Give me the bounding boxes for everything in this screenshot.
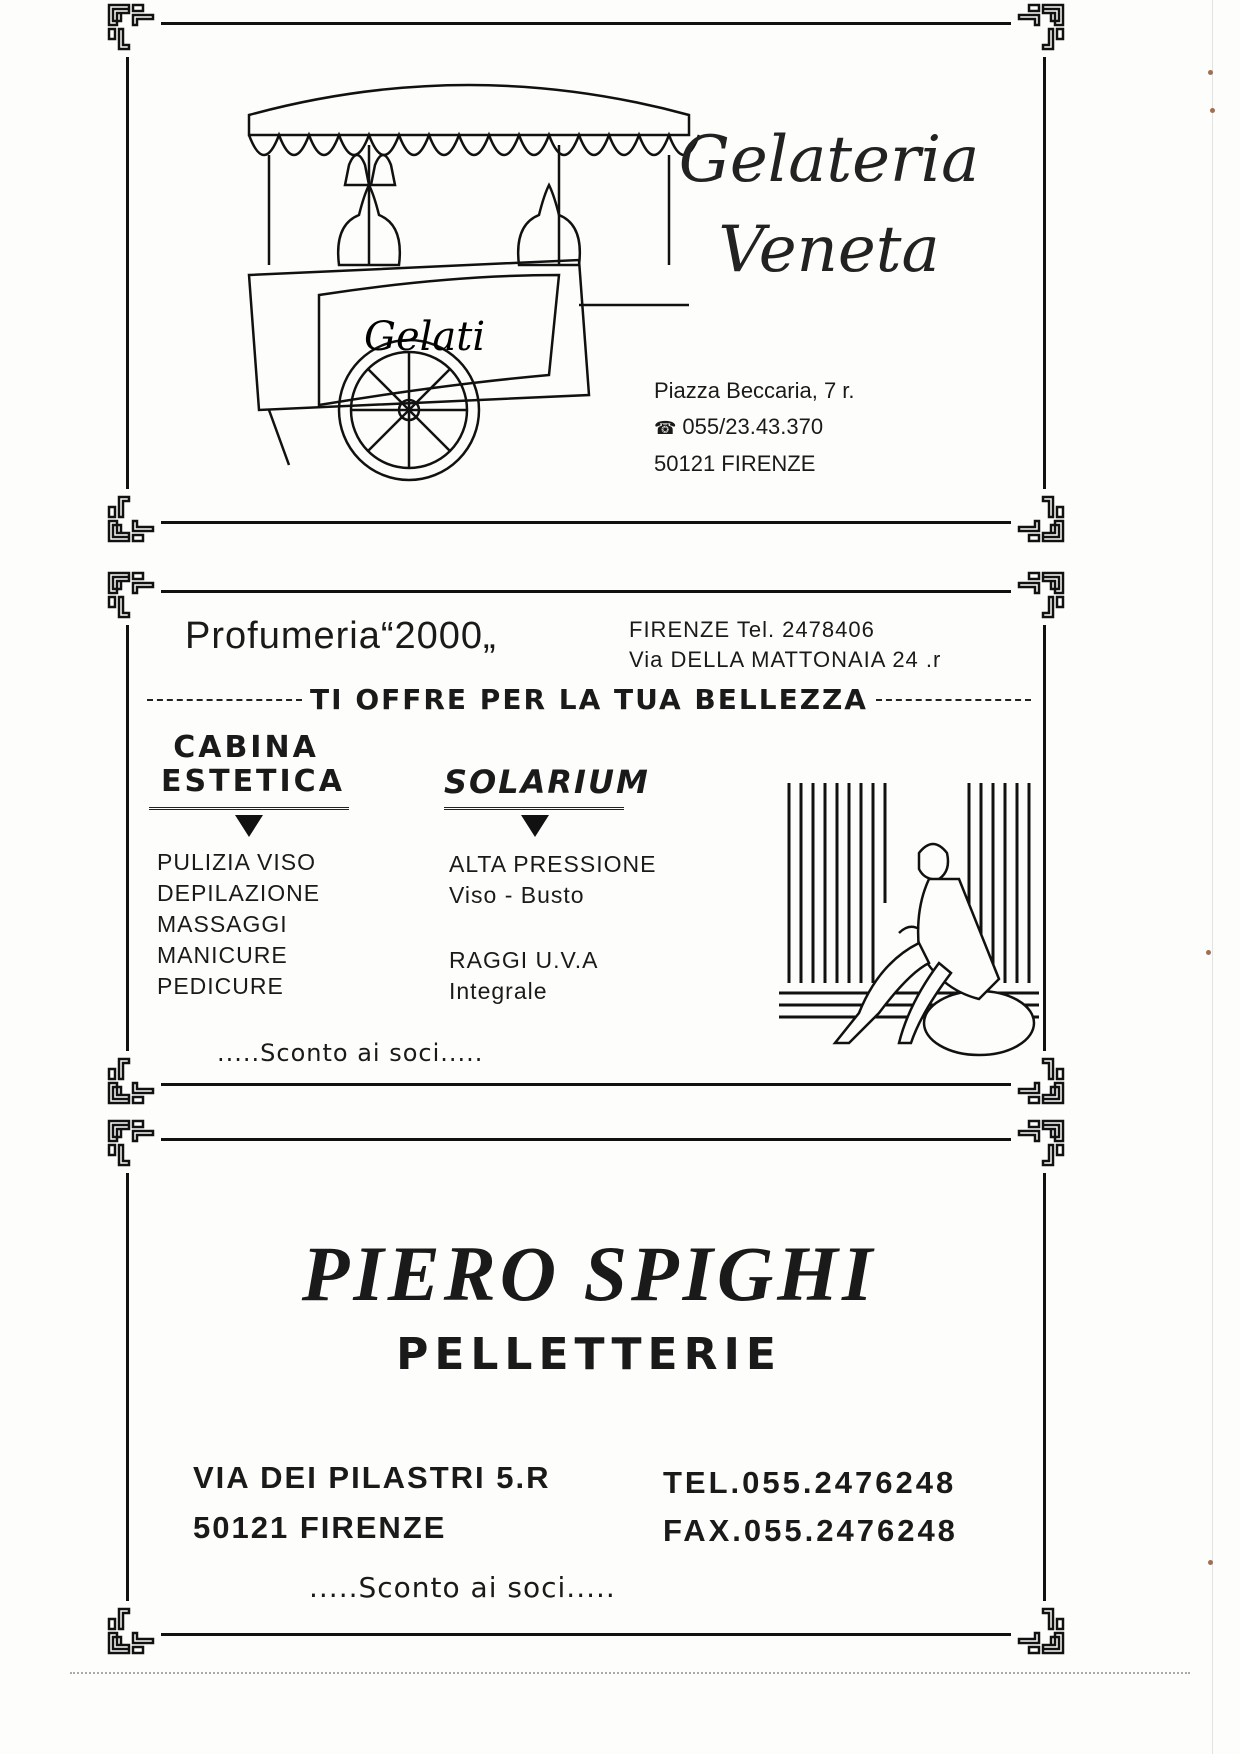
paper-speck — [1208, 1560, 1213, 1565]
paper-speck — [1206, 950, 1211, 955]
offer-banner — [139, 683, 1039, 716]
list-item: Viso - Busto — [449, 882, 585, 908]
business-name: PIERO SPIGHI — [301, 1230, 877, 1317]
corner-ornament-icon — [105, 489, 161, 545]
discount-note: .....Sconto ai soci..... — [217, 1039, 484, 1067]
gelateria-address-block — [654, 373, 855, 482]
street-address: VIA DEI PILASTRI 5.R — [193, 1460, 551, 1495]
list-item: PULIZIA VISO — [157, 849, 316, 875]
solarium-heading: SOLARIUM — [444, 763, 650, 801]
dashed-rule — [147, 699, 302, 701]
offer-text: TI OFFRE PER LA TUA BELLEZZA — [310, 683, 868, 716]
cabina-services-list — [157, 847, 320, 1002]
list-item: RAGGI U.V.A — [449, 947, 599, 973]
corner-ornament-icon — [1011, 1601, 1067, 1657]
street-address: Piazza Beccaria, 7 r. — [654, 378, 855, 403]
telephone-icon: ☎ — [654, 418, 677, 438]
corner-ornament-icon — [1011, 489, 1067, 545]
business-name-line1: Gelateria — [678, 123, 980, 197]
list-item: MASSAGGI — [157, 911, 288, 937]
list-item: Integrale — [449, 978, 548, 1004]
profumeria-ad — [126, 590, 1046, 1086]
corner-ornament-icon — [1011, 1, 1067, 57]
corner-ornament-icon — [105, 1, 161, 57]
business-name-line2: Veneta — [718, 213, 940, 287]
business-category: PELLETTERIE — [396, 1329, 782, 1380]
triangle-down-icon — [235, 815, 263, 837]
phone-number: 055/23.43.370 — [682, 414, 824, 439]
street-address: Via DELLA MATTONAIA 24 .r — [629, 647, 942, 672]
city: 50121 FIRENZE — [654, 451, 816, 476]
corner-ornament-icon — [105, 1051, 161, 1107]
contact-numbers — [663, 1459, 958, 1555]
double-rule — [444, 807, 624, 810]
city: 50121 FIRENZE — [193, 1510, 447, 1545]
list-item: PEDICURE — [157, 973, 284, 999]
gelateria-ad — [126, 22, 1046, 524]
woman-tanning-illustration — [779, 783, 1039, 1068]
list-item: DEPILAZIONE — [157, 880, 321, 906]
paper-speck — [1208, 70, 1213, 75]
page-bottom-edge — [70, 1672, 1190, 1674]
business-name: Profumeria“2000„ — [185, 615, 497, 657]
solarium-services-list — [449, 849, 656, 1007]
page-fold-line — [1212, 0, 1213, 1754]
business-name — [629, 115, 1029, 295]
cabina-heading-line1: CABINA — [173, 730, 319, 765]
spighi-ad — [126, 1138, 1046, 1636]
address-block — [193, 1453, 551, 1553]
corner-ornament-icon — [1011, 1117, 1067, 1173]
double-rule — [149, 807, 349, 810]
list-item: MANICURE — [157, 942, 288, 968]
corner-ornament-icon — [105, 569, 161, 625]
cabina-heading-line2: ESTETICA — [161, 764, 345, 799]
discount-note: .....Sconto ai soci..... — [309, 1571, 616, 1604]
corner-ornament-icon — [105, 1601, 161, 1657]
triangle-down-icon — [521, 815, 549, 837]
corner-ornament-icon — [105, 1117, 161, 1173]
telephone-number: TEL.055.2476248 — [663, 1465, 957, 1500]
cabina-heading — [161, 730, 345, 799]
contact-block — [629, 615, 941, 675]
dashed-rule — [876, 699, 1031, 701]
cart-sign: Gelati — [364, 314, 486, 360]
list-item: ALTA PRESSIONE — [449, 851, 657, 877]
fax-number: FAX.055.2476248 — [663, 1513, 958, 1548]
city-phone: FIRENZE Tel. 2478406 — [629, 617, 875, 642]
corner-ornament-icon — [1011, 569, 1067, 625]
phone-line — [654, 409, 855, 446]
paper-speck — [1210, 108, 1215, 113]
